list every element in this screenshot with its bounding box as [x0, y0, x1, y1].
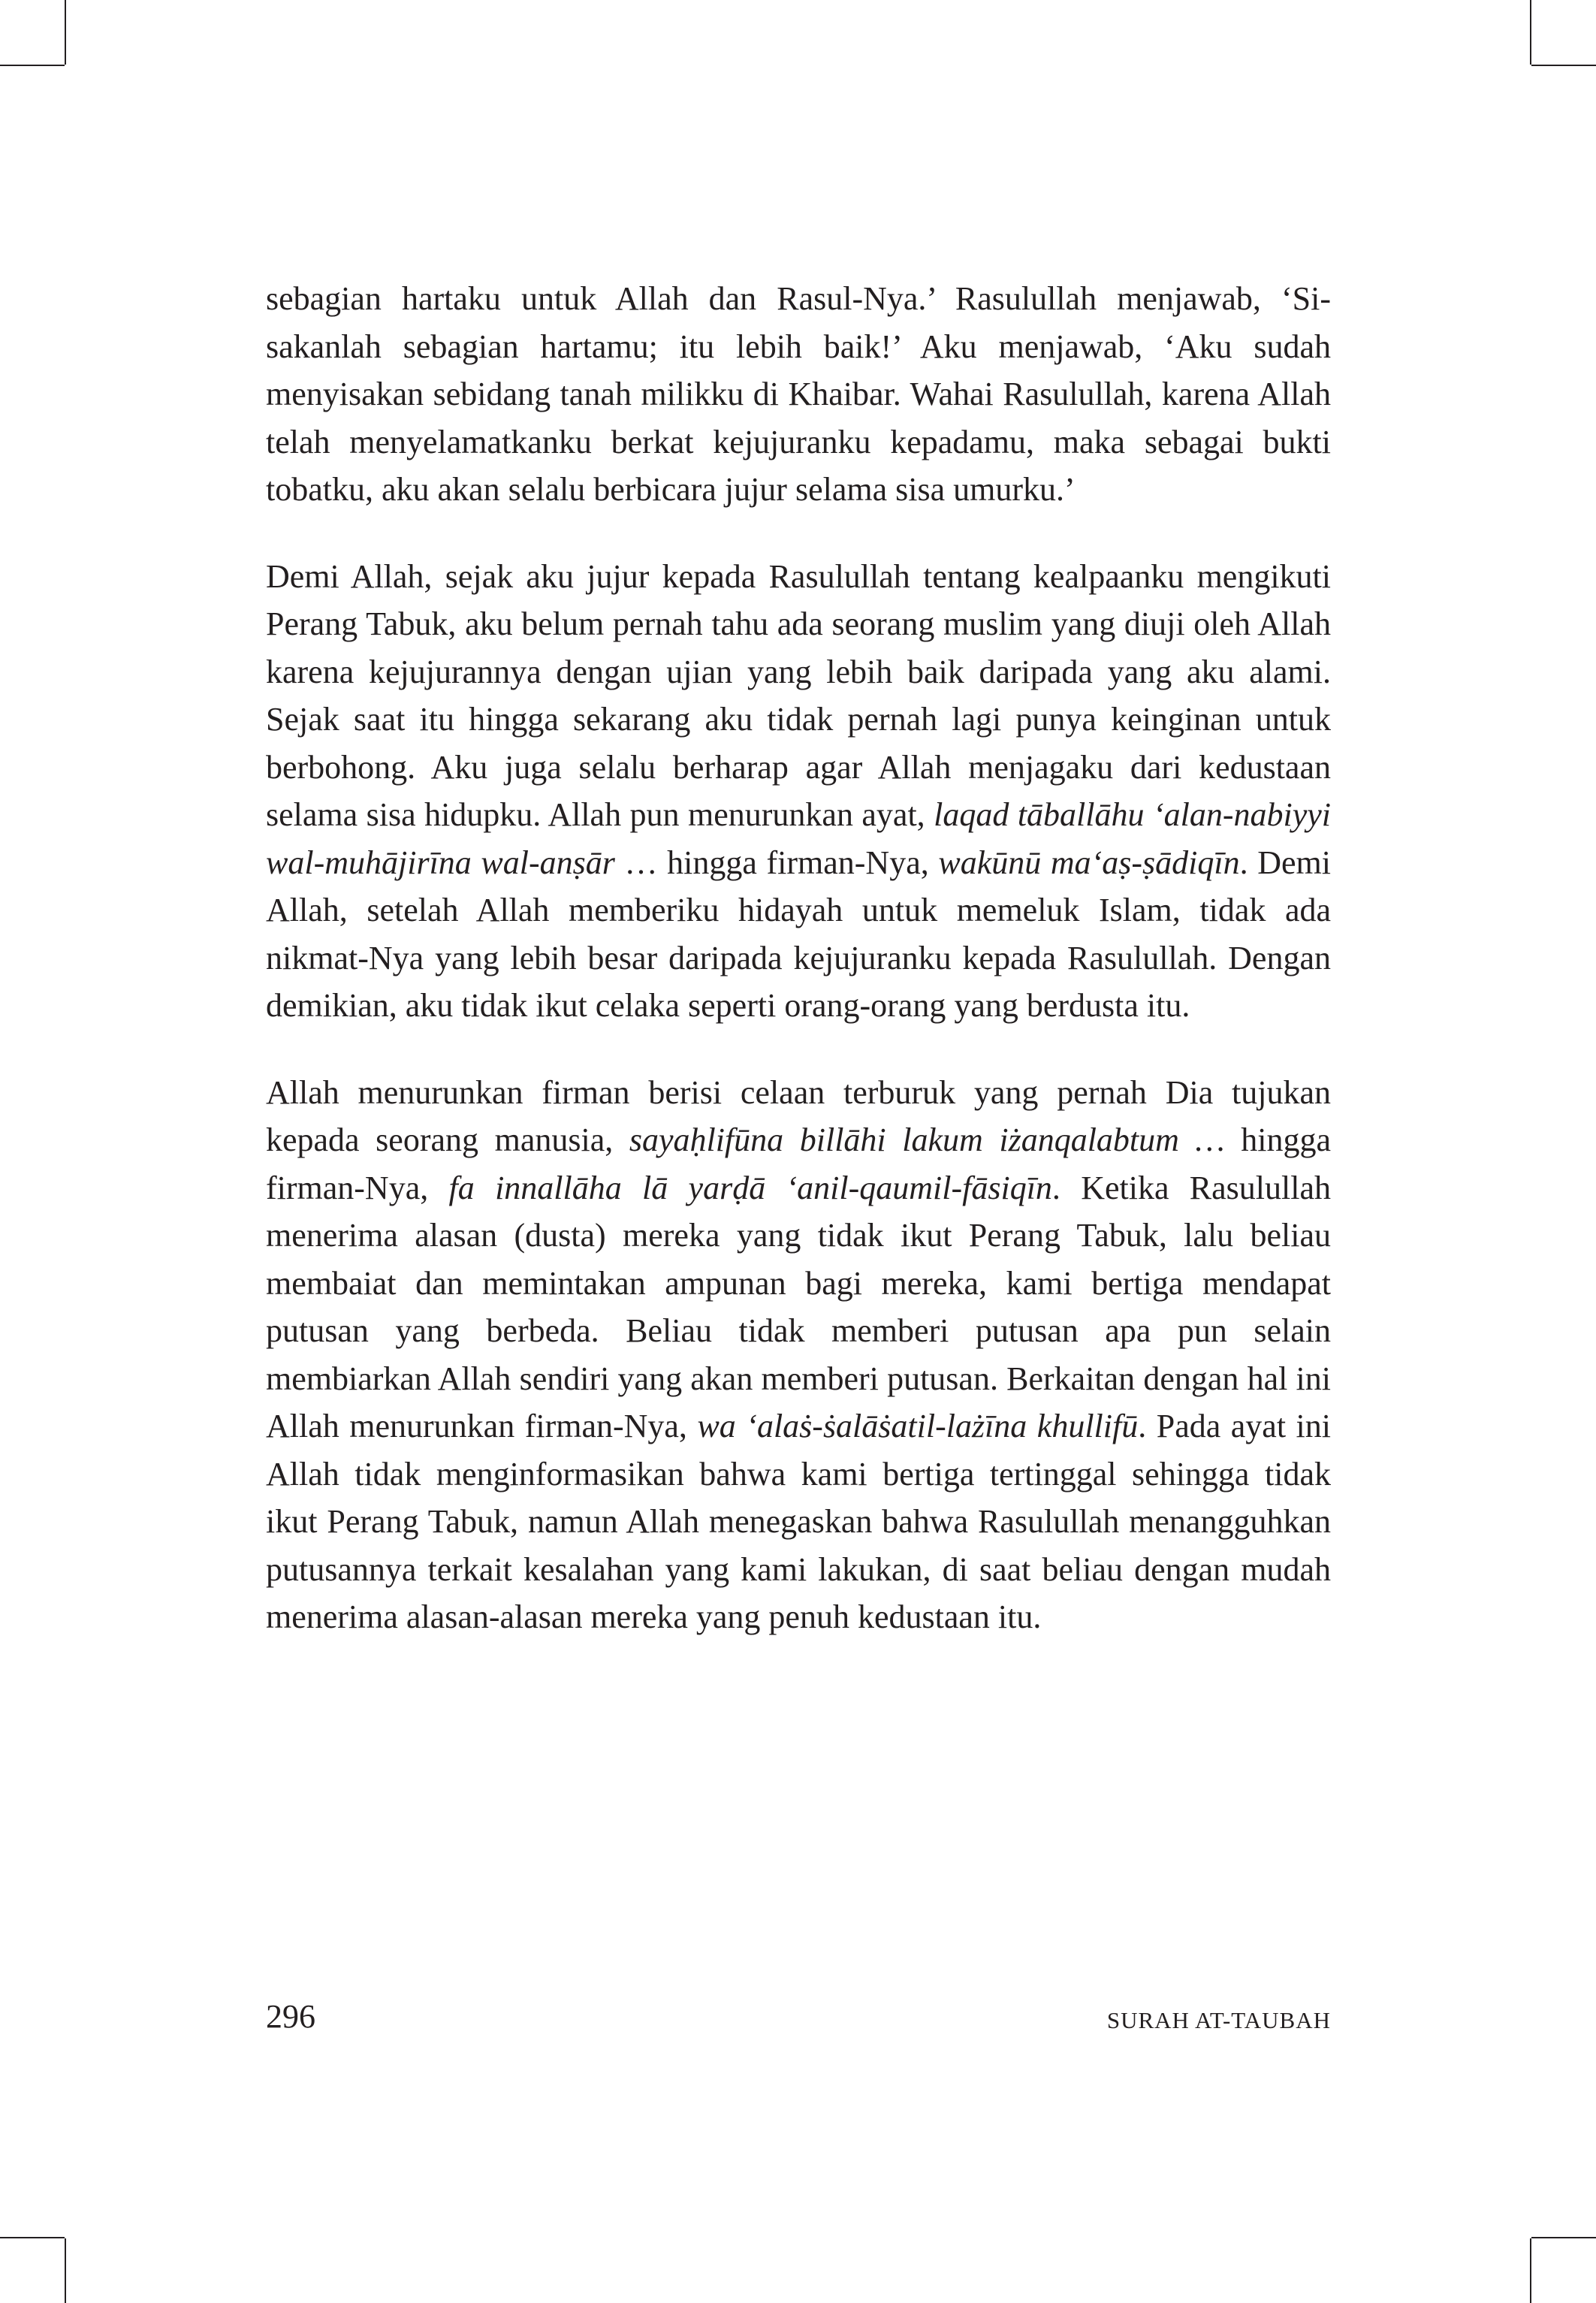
italic-transliteration: fa innallāha lā yarḍā ‘anil-qaumil-fāsiqīn	[448, 1169, 1052, 1206]
text-run: … hingga firman-Nya,	[614, 844, 939, 881]
running-footer-title: SURAH AT-TAUBAH	[1106, 2007, 1331, 2033]
paragraph-2	[266, 553, 1331, 1030]
text-run: Allah menurunkan firman berisi celaan terburuk yang pernah Dia tujukan kepada seorang manusia,	[266, 1073, 1331, 1158]
crop-mark-top-right	[1530, 0, 1531, 65]
crop-mark-top-right	[1531, 65, 1596, 66]
text-run: sebagian hartaku untuk Allah dan Rasul-Nya.’ Rasulullah menjawab, ‘Sisakanlah sebagian hartamu; itu lebih baik!’ Aku menjawab, ‘Aku sudah menyisakan sebidang tanah milikku di Khaibar. Wahai Rasulullah, karena Allah telah menyelamatkanku berkat kejujuranku kepadamu, maka sebagai bukti tobatku, aku akan selalu berbicara jujur selama sisa umurku.’	[266, 280, 1331, 508]
crop-mark-bottom-left	[65, 2238, 66, 2303]
crop-mark-bottom-right	[1530, 2238, 1531, 2303]
paragraph-3	[266, 1069, 1331, 1641]
italic-transliteration: wa ‘alaṡ-ṡalāṡatil-lażīna khullifū	[697, 1408, 1139, 1444]
italic-transliteration: sayaḥlifūna billāhi lakum iżanqalabtum …	[629, 1121, 1225, 1158]
text-run: . Demi Allah, setelah Allah memberiku hidayah untuk memeluk Islam, tidak ada nikmat-Nya yang lebih besar daripada kejujuranku kepada Rasulullah. Dengan demikian, aku tidak ikut celaka seperti orang-orang yang berdusta itu.	[266, 844, 1331, 1024]
text-run: Demi Allah, sejak aku jujur kepada Rasulullah tentang kealpaanku mengikuti Perang Tabuk, aku belum pernah tahu ada seorang muslim yang diuji oleh Allah karena kejujurannya dengan ujian yang lebih baik daripada yang aku alami. Sejak saat itu hingga sekarang aku tidak pernah lagi punya keinginan untuk berbohong. Aku juga selalu berharap agar Allah menjagaku dari kedustaan selama sisa hidupku. Allah pun menurunkan ayat,	[266, 557, 1331, 833]
crop-mark-bottom-right	[1531, 2237, 1596, 2238]
paragraph-1	[266, 275, 1331, 514]
crop-mark-bottom-left	[0, 2237, 65, 2238]
italic-transliteration: laqad tāballāhu ‘alan-nabiyyi wal-muhājirīna wal-anṣār	[266, 796, 1331, 881]
crop-mark-top-left	[65, 0, 66, 65]
text-run: . Ketika Rasulullah menerima alasan (dusta) mereka yang tidak ikut Perang Tabuk, lalu beliau membaiat dan memintakan ampunan bagi mereka, kami bertiga mendapat putusan yang berbeda. Beliau tidak memberi putusan apa pun selain membiarkan Allah sendiri yang akan memberi putusan. Berkaitan dengan hal ini Allah menurunkan firman-Nya,	[266, 1169, 1331, 1444]
page-number: 296	[266, 1998, 315, 2035]
text-run: hingga firman-Nya,	[266, 1121, 1331, 1206]
body-text	[266, 275, 1331, 1641]
text-run: . Pada ayat ini Allah tidak menginformasikan bahwa kami bertiga tertinggal sehingga tidak ikut Perang Tabuk, namun Allah menegaskan bahwa Rasulullah menangguhkan putusannya terkait kesalahan yang kami lakukan, di saat beliau dengan mudah menerima alasan-alasan mereka yang penuh kedustaan itu.	[266, 1408, 1331, 1635]
italic-transliteration: wakūnū ma‘aṣ-ṣādiqīn	[938, 844, 1240, 881]
crop-mark-top-left	[0, 65, 65, 66]
